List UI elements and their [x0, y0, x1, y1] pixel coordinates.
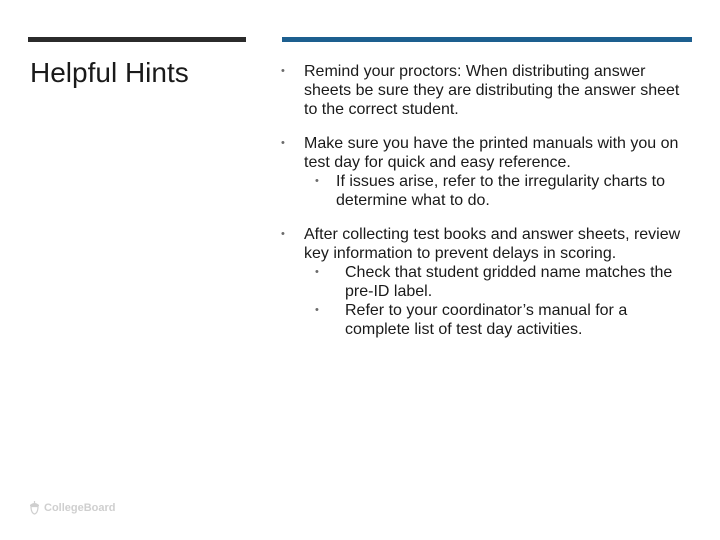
bullet-text: After collecting test books and answer sheets, review key information to prevent delays in scoring.: [304, 226, 681, 262]
slide-title: Helpful Hints: [30, 57, 189, 88]
bullet-icon: •: [281, 228, 285, 240]
bullet-list: [281, 62, 696, 339]
bullet-icon: •: [315, 304, 319, 316]
bullet-text: Remind your proctors: When distributing answer sheets be sure they are distributing the answer sheet to the correct student.: [304, 63, 680, 118]
bullet-text: Make sure you have the printed manuals with you on test day for quick and easy reference.: [304, 135, 679, 171]
bullet-icon: •: [281, 65, 285, 77]
bullet-icon: •: [315, 175, 319, 187]
sub-bullet-text: Check that student gridded name matches the pre-ID label.: [345, 264, 673, 300]
list-item: [281, 225, 696, 339]
list-item: [281, 62, 696, 119]
logo-text: CollegeBoard: [44, 501, 116, 514]
sub-list-item: [281, 172, 696, 210]
bullet-icon: •: [315, 266, 319, 278]
content-divider: [282, 37, 692, 42]
sub-list-item: [281, 263, 696, 301]
acorn-icon: [28, 500, 41, 515]
list-item: [281, 134, 696, 210]
sub-list-item: [281, 301, 696, 339]
bullet-icon: •: [281, 137, 285, 149]
college-board-logo: [28, 500, 116, 515]
sub-bullet-text: Refer to your coordinator’s manual for a complete list of test day activities.: [345, 302, 628, 338]
title-divider: [28, 37, 246, 42]
sub-bullet-text: If issues arise, refer to the irregularity charts to determine what to do.: [336, 173, 666, 209]
